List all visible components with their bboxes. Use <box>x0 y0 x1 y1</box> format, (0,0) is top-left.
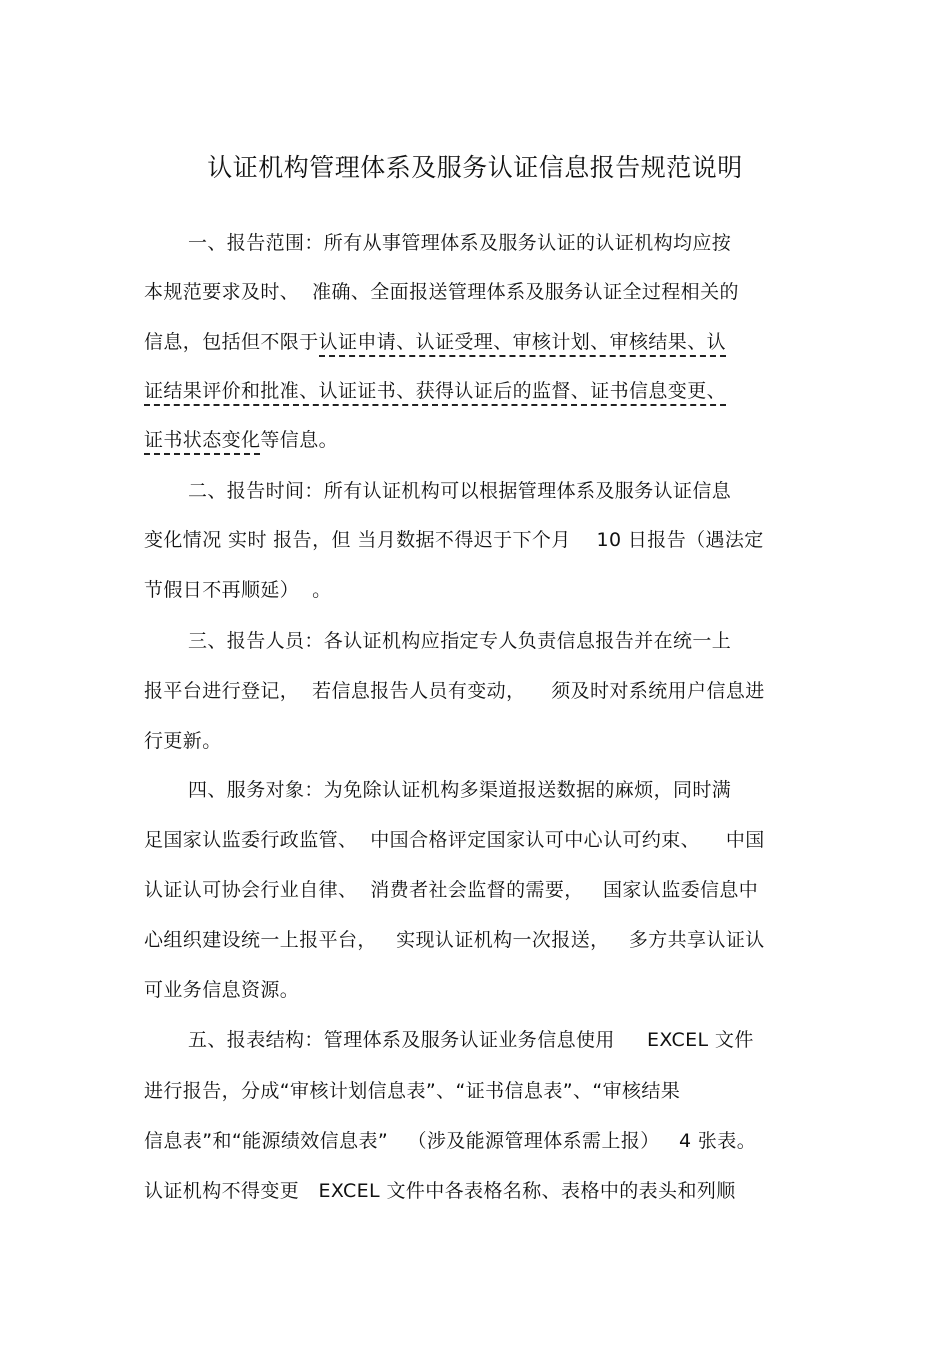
text-line <box>188 626 731 656</box>
text-line <box>144 925 765 955</box>
text-segment: 认证认可协会行业自律、 消费者社会监督的需要， 国家认监委信息中 <box>144 879 759 901</box>
text-line <box>144 425 338 455</box>
text-line <box>144 1126 756 1156</box>
text-line <box>188 228 731 258</box>
text-segment: 三、报告人员：各认证机构应指定专人负责信息报告并在统一上 <box>188 630 732 652</box>
text-segment: 五、报表结构：管理体系及服务认证业务信息使用 EXCEL 文件 <box>188 1029 754 1051</box>
text-line <box>188 476 731 506</box>
text-segment: 报平台进行登记， 若信息报告人员有变动， 须及时对系统用户信息进 <box>144 680 765 702</box>
text-segment: 认证机构不得变更 EXCEL 文件中各表格名称、表格中的表头和列顺 <box>144 1180 736 1202</box>
text-line <box>144 277 739 307</box>
text-line <box>144 676 765 706</box>
text-line <box>188 775 731 805</box>
underlined-text: 证书状态变化 <box>144 429 260 455</box>
text-line <box>144 726 222 756</box>
text-segment: 一、报告范围：所有从事管理体系及服务认证的认证机构均应按 <box>188 232 732 254</box>
underlined-text: 认证申请、认证受理、审核计划、审核结果、认 <box>319 331 726 357</box>
text-line <box>144 376 726 406</box>
text-line <box>144 825 765 855</box>
text-segment: 可业务信息资源。 <box>144 979 300 1001</box>
text-line <box>144 575 331 605</box>
text-line <box>144 875 758 905</box>
text-line <box>144 327 726 357</box>
text-segment: 足国家认监委行政监管、 中国合格评定国家认可中心认可约束、 中国 <box>144 829 765 851</box>
text-segment: 行更新。 <box>144 730 222 752</box>
document-title: 认证机构管理体系及服务认证信息报告规范说明 <box>207 153 743 182</box>
underlined-text: 证结果评价和批准、认证证书、获得认证后的监督、证书信息变更、 <box>144 380 726 406</box>
text-segment: 四、服务对象：为免除认证机构多渠道报送数据的麻烦，同时满 <box>188 779 732 801</box>
text-line <box>144 525 764 555</box>
text-line <box>144 1176 736 1206</box>
text-segment: 二、报告时间：所有认证机构可以根据管理体系及服务认证信息 <box>188 480 732 502</box>
text-line <box>188 1025 754 1055</box>
text-line <box>144 1076 680 1106</box>
text-segment: 本规范要求及时、 准确、全面报送管理体系及服务认证全过程相关的 <box>144 281 739 303</box>
text-segment: 进行报告，分成“审核计划信息表”、“证书信息表”、“审核结果 <box>144 1080 681 1102</box>
text-line <box>144 975 299 1005</box>
text-segment: 心组织建设统一上报平台， 实现认证机构一次报送， 多方共享认证认 <box>144 929 765 951</box>
text-segment: 等信息。 <box>260 429 339 451</box>
text-segment: 变化情况 实时 报告，但 当月数据不得迟于下个月 10 日报告（遇法定 <box>144 529 764 551</box>
text-segment: 节假日不再顺延） 。 <box>144 579 332 601</box>
text-segment: 信息，包括但不限于 <box>144 331 319 353</box>
text-segment: 信息表”和“能源绩效信息表” （涉及能源管理体系需上报） 4 张表。 <box>144 1130 757 1152</box>
